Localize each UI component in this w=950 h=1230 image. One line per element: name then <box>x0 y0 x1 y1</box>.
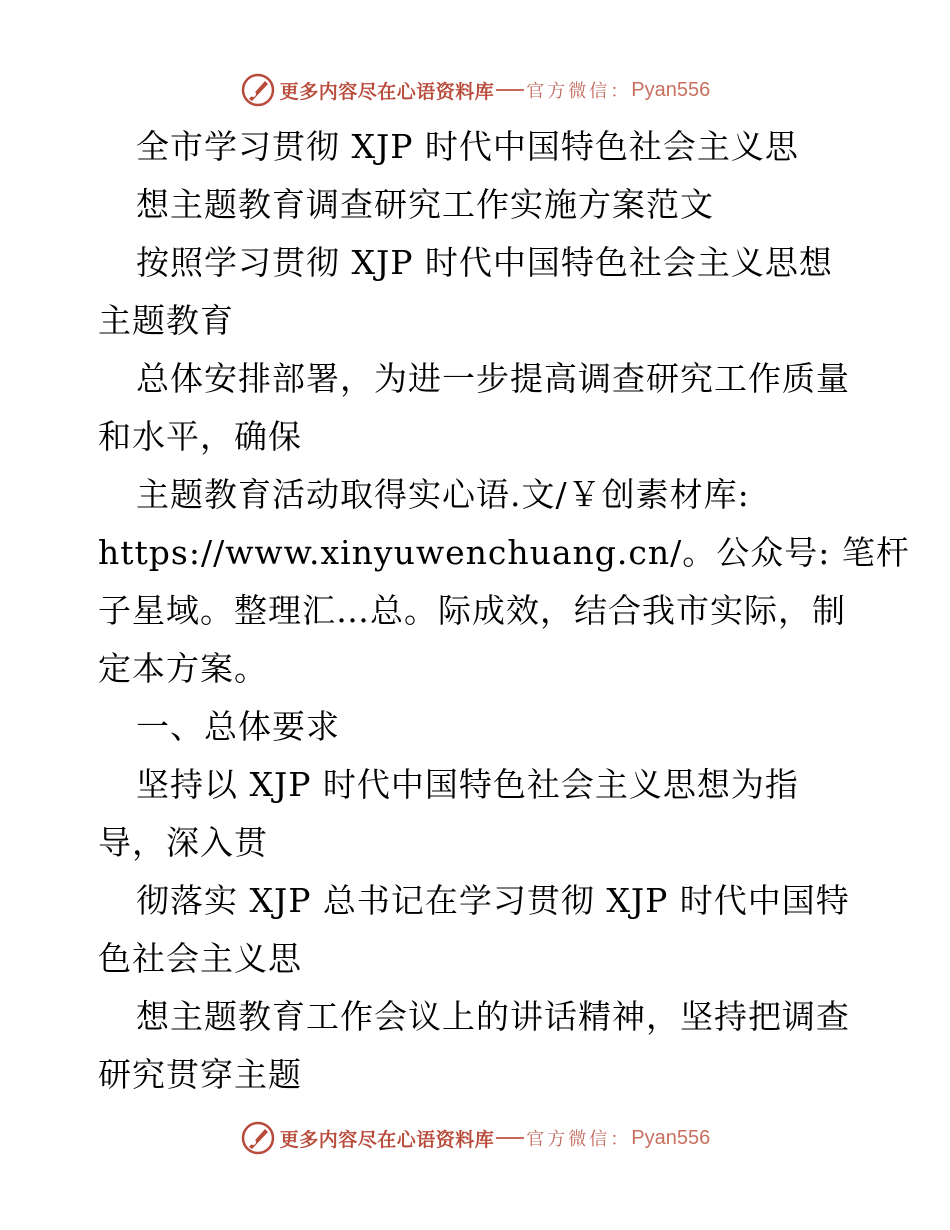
doc-line: 色社会主义思 <box>98 939 302 978</box>
watermark-wechat-id: Pyan556 <box>631 1126 711 1149</box>
document-body <box>98 118 910 1104</box>
doc-line: 子星域。整理汇…总。际成效，结合我市实际，制 <box>98 591 846 630</box>
watermark-wechat-id: Pyan556 <box>631 78 711 101</box>
watermark-label: 官方微信： <box>526 1129 632 1150</box>
doc-line: 导，深入贯 <box>98 823 268 862</box>
doc-line: 研究贯穿主题 <box>98 1055 302 1094</box>
watermark-banner-bottom <box>0 1118 950 1158</box>
doc-line: 全市学习贯彻 XJP 时代中国特色社会主义思 <box>136 127 799 166</box>
quill-logo-icon <box>240 1120 276 1156</box>
doc-line: 彻落实 XJP 总书记在学习贯彻 XJP 时代中国特 <box>136 881 850 920</box>
watermark-banner-top <box>0 70 950 110</box>
doc-line: 和水平，确保 <box>98 417 302 456</box>
doc-line: 定本方案。 <box>98 649 268 688</box>
doc-line: 想主题教育调查研究工作实施方案范文 <box>136 185 714 224</box>
doc-line: 主题教育 <box>98 301 234 340</box>
quill-logo-icon <box>240 72 276 108</box>
doc-line: 按照学习贯彻 XJP 时代中国特色社会主义思想 <box>136 243 833 282</box>
watermark-main-text: 更多内容尽在心语资料库 <box>279 80 495 103</box>
watermark-label: 官方微信： <box>526 81 632 102</box>
doc-line: 总体安排部署，为进一步提高调查研究工作质量 <box>136 359 850 398</box>
doc-line: 想主题教育工作会议上的讲话精神，坚持把调查 <box>136 997 850 1036</box>
watermark-dash <box>496 1137 524 1139</box>
doc-line: 一、总体要求 <box>136 707 340 746</box>
watermark-dash <box>496 89 524 91</box>
doc-line: 主题教育活动取得实心语.文/￥创素材库: <box>136 475 750 514</box>
doc-line: 坚持以 XJP 时代中国特色社会主义思想为指 <box>136 765 799 804</box>
doc-line: https://www.xinyuwenchuang.cn/。公众号: 笔杆 <box>98 533 910 572</box>
watermark-main-text: 更多内容尽在心语资料库 <box>279 1128 495 1151</box>
